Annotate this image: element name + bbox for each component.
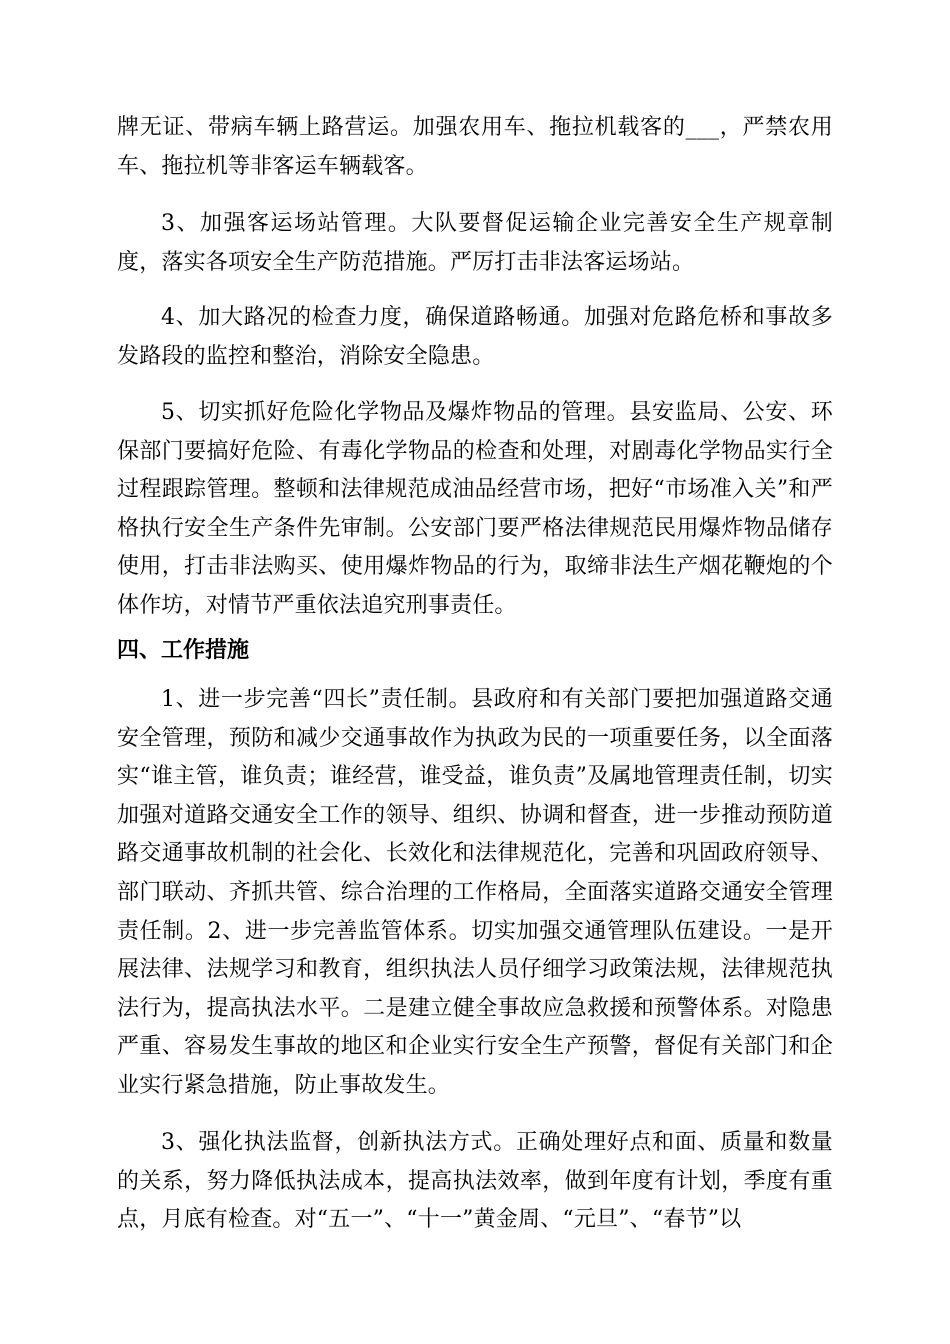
paragraph-item-3: 3、加强客运场站管理。大队要督促运输企业完善安全生产规章制度，落实各项安全生产防范措施。严厉打击非法客运场站。 — [117, 211, 833, 275]
paragraph-measure-1: 1、进一步完善“四长”责任制。县政府和有关部门要把加强道路交通安全管理，预防和减少交通事故作为执政为民的一项重要任务，以全面落实“谁主管，谁负责；谁经营，谁受益，谁负责”及属地管理责任制，切实加强对道路交通安全工作的领导、组织、协调和督查，进一步推动预防道路交通事故机制的社会化、长效化和法律规范化，完善和巩固政府领导、部门联动、齐抓共管、综合治理的工作格局，全面落实道路交通安全管理责任制。2、进一步完善监管体系。切实加强交通管理队伍建设。一是开展法律、法规学习和教育，组织执法人员仔细学习政策法规，法律规范执法行为，提高执法水平。二是建立健全事故应急救援和预警体系。对隐患严重、容易发生事故的地区和企业实行安全生产预警，督促有关部门和企业实行紧急措施，防止事故发生。 — [117, 687, 833, 1098]
paragraph-measure-3: 3、强化执法监督，创新执法方式。正确处理好点和面、质量和数量的关系，努力降低执法成本，提高执法效率，做到年度有计划，季度有重点，月底有检查。对“五一”、“十一”黄金周、“元旦”、“春节”以 — [117, 1130, 833, 1233]
paragraph-continued: 牌无证、带病车辆上路营运。加强农用车、拖拉机载客的___，严禁农用车、拖拉机等非客运车辆载客。 — [117, 115, 833, 179]
paragraph-item-5: 5、切实抓好危险化学物品及爆炸物品的管理。县安监局、公安、环保部门要搞好危险、有毒化学物品的检查和处理，对剧毒化学物品实行全过程跟踪管理。整顿和法律规范成油品经营市场，把好“市场准入关”和严格执行安全生产条件先审制。公安部门要严格法律规范民用爆炸物品储存使用，打击非法购买、使用爆炸物品的行为，取缔非法生产烟花鞭炮的个体作坊，对情节严重依法追究刑事责任。 — [117, 400, 833, 618]
paragraph-item-4: 4、加大路况的检查力度，确保道路畅通。加强对危路危桥和事故多发路段的监控和整治，消除安全隐患。 — [117, 305, 833, 369]
section-heading: 四、工作措施 — [117, 638, 250, 663]
